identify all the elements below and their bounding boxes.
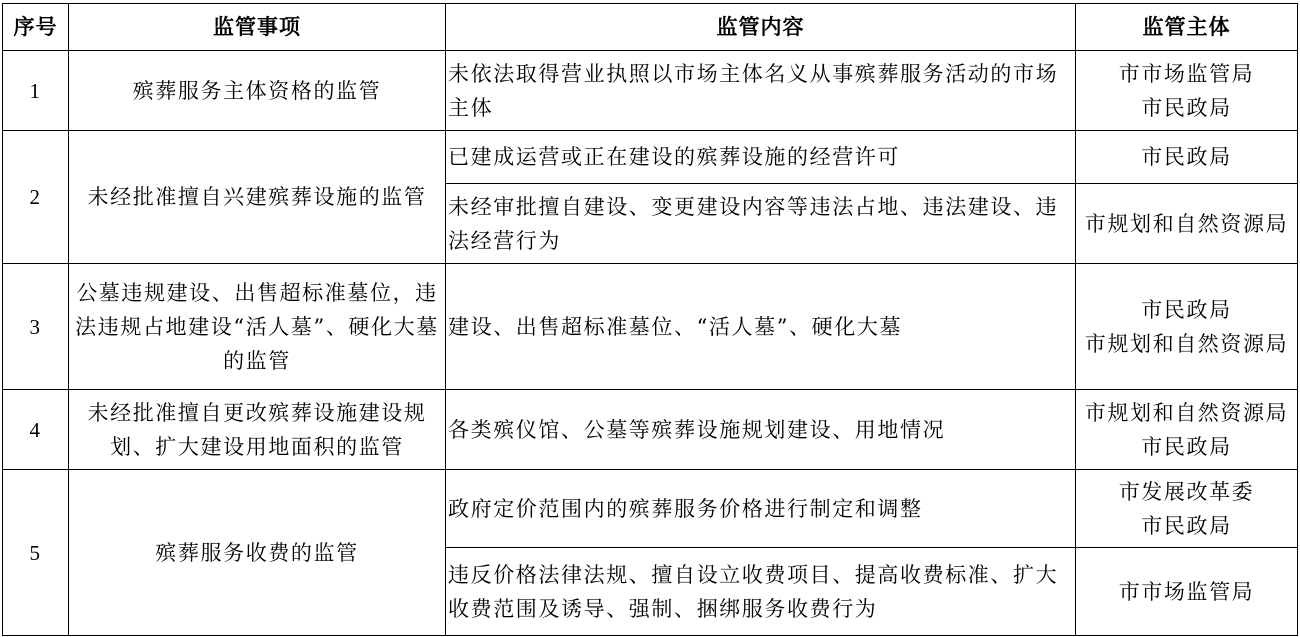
subject-name: 市市场监管局 [1118, 61, 1255, 86]
subject-name: 市民政局 [1141, 513, 1232, 538]
row-subjects [1076, 548, 1298, 636]
table-row [3, 131, 1298, 184]
subject-name: 市规划和自然资源局 [1084, 331, 1289, 356]
subject-name: 市发展改革委 [1118, 479, 1255, 504]
row-subjects [1076, 51, 1298, 131]
table-header-row [3, 4, 1298, 51]
row-subjects [1076, 470, 1298, 548]
subject-name: 市民政局 [1141, 297, 1232, 322]
row-content: 未依法取得营业执照以市场主体名义从事殡葬服务活动的市场主体 [446, 51, 1076, 131]
subject-name: 市民政局 [1141, 434, 1232, 459]
table-row [3, 390, 1298, 470]
row-matter: 殡葬服务收费的监管 [69, 470, 446, 636]
table-row [3, 470, 1298, 548]
row-seq: 4 [3, 390, 69, 470]
header-matter: 监管事项 [69, 4, 446, 51]
row-content: 未经审批擅自建设、变更建设内容等违法占地、违法建设、违法经营行为 [446, 184, 1076, 264]
row-subjects [1076, 390, 1298, 470]
row-content: 违反价格法律法规、擅自设立收费项目、提高收费标准、扩大收费范围及诱导、强制、捆绑服务收费行为 [446, 548, 1076, 636]
row-seq: 5 [3, 470, 69, 636]
header-subject: 监管主体 [1076, 4, 1298, 51]
table-row [3, 51, 1298, 131]
subject-name: 市规划和自然资源局 [1084, 211, 1289, 236]
header-seq: 序号 [3, 4, 69, 51]
row-matter: 公墓违规建设、出售超标准墓位，违法违规占地建设“活人墓”、硬化大墓的监管 [69, 264, 446, 390]
row-content: 建设、出售超标准墓位、“活人墓”、硬化大墓 [446, 264, 1076, 390]
subject-name: 市民政局 [1141, 95, 1232, 120]
row-content: 政府定价范围内的殡葬服务价格进行制定和调整 [446, 470, 1076, 548]
row-matter: 殡葬服务主体资格的监管 [69, 51, 446, 131]
row-subjects [1076, 264, 1298, 390]
header-content: 监管内容 [446, 4, 1076, 51]
row-matter: 未经批准擅自兴建殡葬设施的监管 [69, 131, 446, 264]
subject-name: 市市场监管局 [1118, 579, 1255, 604]
subject-name: 市民政局 [1141, 145, 1232, 169]
row-seq: 2 [3, 131, 69, 264]
row-seq: 3 [3, 264, 69, 390]
row-matter: 未经批准擅自更改殡葬设施建设规划、扩大建设用地面积的监管 [69, 390, 446, 470]
row-content: 已建成运营或正在建设的殡葬设施的经营许可 [446, 131, 1076, 184]
table-row [3, 264, 1298, 390]
row-content: 各类殡仪馆、公墓等殡葬设施规划建设、用地情况 [446, 390, 1076, 470]
row-subjects [1076, 131, 1298, 184]
regulation-table [2, 3, 1298, 636]
row-subjects [1076, 184, 1298, 264]
row-seq: 1 [3, 51, 69, 131]
subject-name: 市规划和自然资源局 [1084, 400, 1289, 425]
